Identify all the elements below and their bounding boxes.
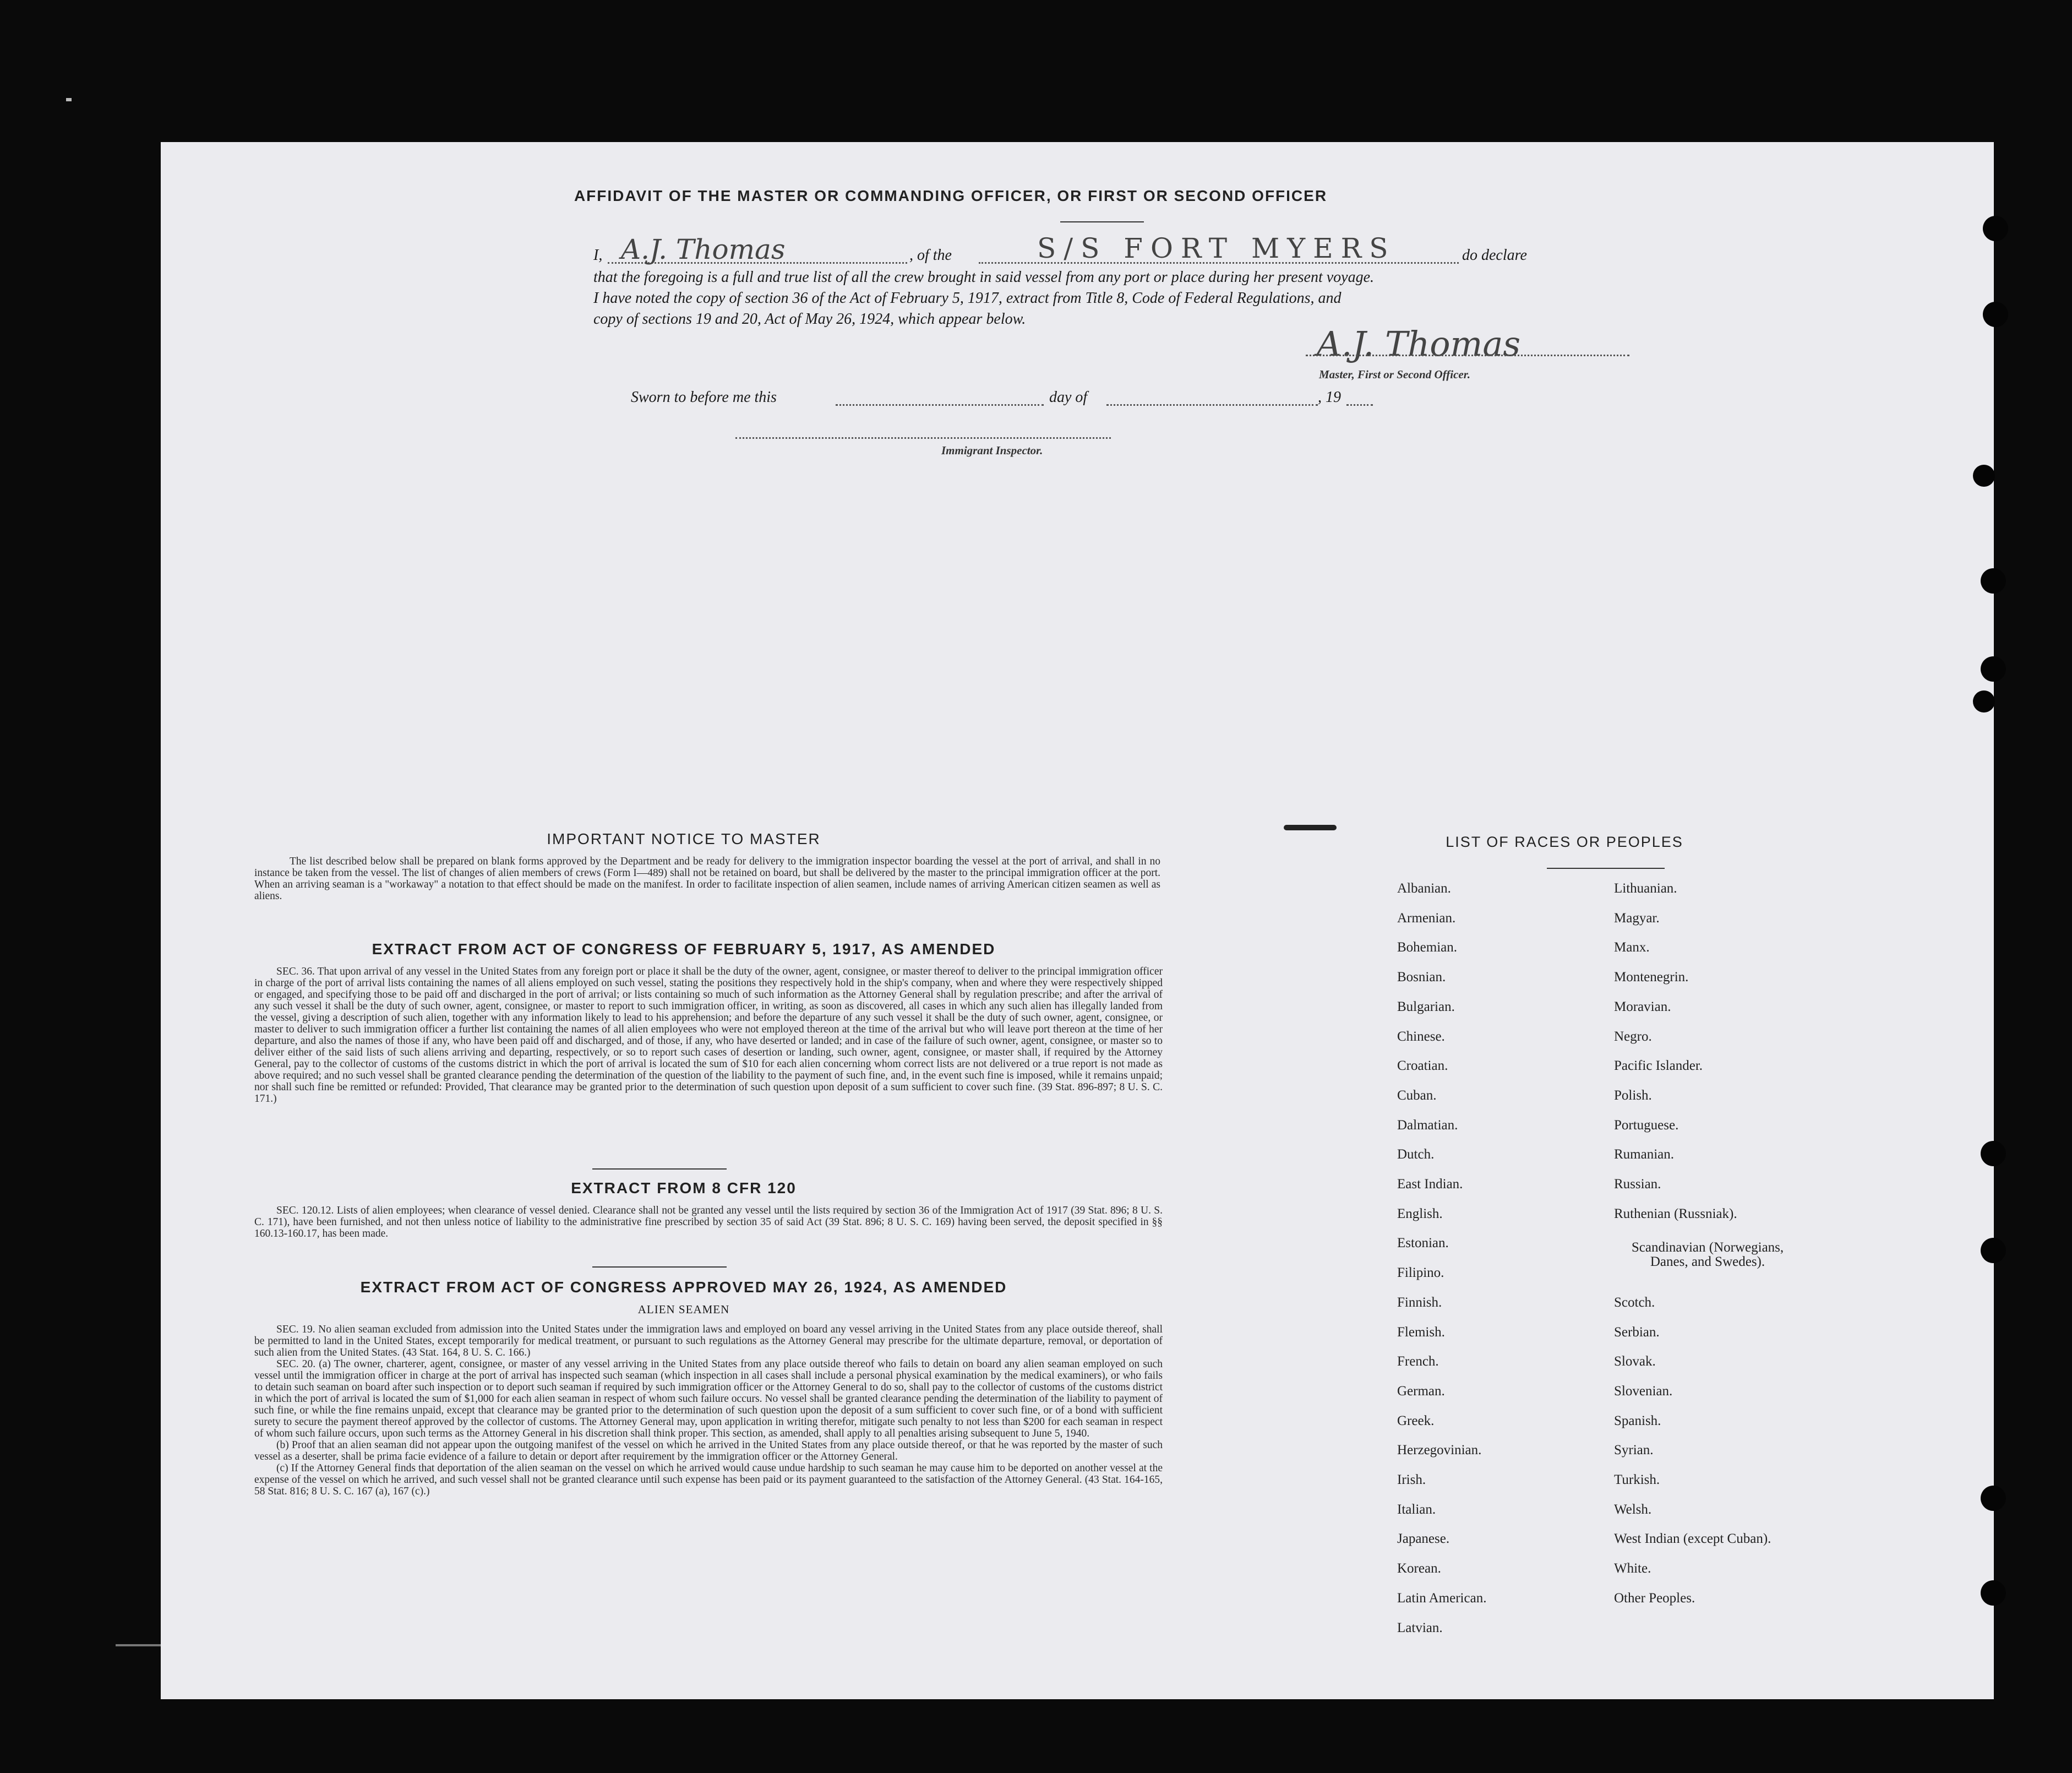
ink-smudge bbox=[1284, 825, 1337, 830]
race-item: Magyar. bbox=[1614, 910, 1660, 926]
race-item: White. bbox=[1614, 1561, 1651, 1576]
race-item: Portuguese. bbox=[1614, 1117, 1679, 1133]
race-item: Polish. bbox=[1614, 1087, 1652, 1103]
race-item: German. bbox=[1397, 1383, 1445, 1399]
race-item: English. bbox=[1397, 1206, 1443, 1221]
affidavit-of-the: , of the bbox=[909, 247, 952, 264]
race-item: West Indian (except Cuban). bbox=[1614, 1531, 1771, 1547]
affidavit-line3: I have noted the copy of section 36 of the Act of February 5, 1917, extract from Title 8, Code of Federal Regulations, and bbox=[593, 290, 1342, 307]
race-item: Rumanian. bbox=[1614, 1147, 1675, 1162]
race-item: Korean. bbox=[1397, 1561, 1441, 1576]
divider bbox=[592, 1266, 727, 1268]
race-item: Japanese. bbox=[1397, 1531, 1450, 1547]
race-item: Syrian. bbox=[1614, 1443, 1654, 1458]
race-item: Greek. bbox=[1397, 1413, 1435, 1428]
race-item: Lithuanian. bbox=[1614, 881, 1677, 896]
affidavit-line2: that the foregoing is a full and true list of all the crew brought in said vessel from any port or place during her present voyage. bbox=[593, 269, 1375, 286]
affidavit-line1 bbox=[593, 232, 1601, 267]
punch-hole bbox=[1983, 216, 2008, 241]
races-column-2 bbox=[1614, 881, 1867, 1663]
race-item: Bohemian. bbox=[1397, 940, 1458, 955]
punch-hole bbox=[1981, 1486, 2006, 1511]
race-item: Cuban. bbox=[1397, 1087, 1437, 1103]
extract-1924-body bbox=[254, 1324, 1163, 1497]
race-item: Bulgarian. bbox=[1397, 999, 1455, 1014]
race-item: Flemish. bbox=[1397, 1324, 1445, 1340]
punch-hole bbox=[1981, 1141, 2006, 1166]
sec-20a-text: SEC. 20. (a) The owner, charterer, agent, consignee, or master of any vessel arriving in the United States from any place outside thereof who fails to detain on board any alien seaman employed on such vessel until the immigration officer in charge at the port of arrival has inspected such seaman (which inspection in all cases shall include a personal physical examination by the medical examiners), or who fails to detain such seaman on board after such inspection or to deport such seaman if required by such immigration officer or the Attorney General to do so, shall pay to the collector of customs of the customs district in which the port of arrival is located the sum of $1,000 for each alien seaman in respect of whom such failure occurs. No vessel shall be granted clearance pending the determination of the liability to payment of such fine, or while the fine remains unpaid, except that clearance may be granted prior to the determination of such question upon the deposit of a sum sufficient to cover such fine, or of a bond with sufficient surety to secure the payment thereof approved by the collector of customs. The Attorney General may, upon application in writing therefor, mitigate such penalty to not less than $200 for each seaman in respect of whom such failure occurs, upon such terms as the Attorney General in his discretion shall think proper. This section, as amended, shall apply to all penalties arising subsequent to June 5, 1940. bbox=[254, 1358, 1163, 1439]
race-item: Italian. bbox=[1397, 1502, 1436, 1517]
races-column-1 bbox=[1397, 881, 1595, 1663]
race-item: Serbian. bbox=[1614, 1324, 1660, 1340]
race-item: Montenegrin. bbox=[1614, 970, 1689, 985]
affidavit-do-declare: do declare bbox=[1462, 247, 1527, 264]
race-item: Negro. bbox=[1614, 1029, 1652, 1044]
affidavit-line4: copy of sections 19 and 20, Act of May 26, 1924, which appear below. bbox=[593, 311, 1026, 328]
race-item: Dalmatian. bbox=[1397, 1117, 1458, 1133]
race-item: Russian. bbox=[1614, 1177, 1661, 1192]
race-item: Albanian. bbox=[1397, 881, 1451, 896]
race-item: Chinese. bbox=[1397, 1029, 1445, 1044]
vessel-handwritten: S/S FORT MYERS bbox=[1037, 232, 1396, 264]
sworn-year: , 19 bbox=[1318, 389, 1341, 406]
race-item: Irish. bbox=[1397, 1472, 1426, 1487]
affidavit-title: AFFIDAVIT OF THE MASTER OR COMMANDING OFFICER, OR FIRST OR SECOND OFFICER bbox=[574, 187, 1328, 204]
race-item: Other Peoples. bbox=[1614, 1590, 1695, 1606]
race-item: Manx. bbox=[1614, 940, 1650, 955]
race-item: Finnish. bbox=[1397, 1295, 1442, 1310]
race-item: Bosnian. bbox=[1397, 970, 1446, 985]
race-item: Dutch. bbox=[1397, 1147, 1435, 1162]
extract-1917-text: SEC. 36. That upon arrival of any vessel in the United States from any foreign port or place it shall be the duty of the owner, agent, consignee, or master thereof to deliver to the principal immigration officer in charge of the port of arrival lists containing the names of all aliens employed on such vessel, stating the positions they respectively hold in the ship's company, when and where they were respectively shipped or engaged, and specifying those to be paid off and discharged in the port of arrival; or lists containing so much of such information as the Attorney General shall by regulation prescribe; and after the arrival of any such vessel it shall be the duty of such owner, agent, consignee, or master to report to such immigration officer, in writing, as soon as discovered, all cases in which any such alien has illegally landed from the vessel, giving a description of such alien, together with any information likely to lead to his apprehension; and before the departure of any such vessel it shall be the duty of such owner, agent, consignee, or master to deliver to such immigration officer a further list containing the names of all alien employees who were not employed thereon at the time of the arrival but who will leave port thereon at the time of her departure, and also the names of those if any, who have been paid off and discharged, and of those, if any, who have deserted or landed; and in case of the failure of such owner, agent, consignee, or master so to deliver either of the said lists of such aliens arriving and departing, respectively, or so to report such cases of desertion or landing, such owner, agent, consignee, or master shall, if required by the Attorney General, pay to the collector of customs of the customs district in which the port of arrival is located the sum of $10 for each alien concerning whom correct lists are not delivered or a true report is not made as above required; and no such vessel shall be granted clearance pending the determination of the question of the liability to the payment of such fine, and, in the event such fine is imposed, while it remains unpaid; nor shall such fine be remitted or refunded: Provided, That clearance may be granted prior to the determination of such question upon deposit of a sum sufficient to cover such fine. (39 Stat. 896-897; 8 U. S. C. 171.) bbox=[254, 966, 1163, 1105]
race-item: French. bbox=[1397, 1354, 1439, 1369]
extract-cfr-title: EXTRACT FROM 8 CFR 120 bbox=[571, 1179, 797, 1196]
race-item: Scandinavian (Norwegians, Danes, and Swedes). bbox=[1631, 1239, 1784, 1269]
inspector-signature-line bbox=[735, 436, 1111, 439]
race-item: Pacific Islander. bbox=[1614, 1058, 1703, 1074]
sworn-year-field bbox=[1346, 389, 1373, 406]
race-item: Welsh. bbox=[1614, 1502, 1652, 1517]
punch-hole bbox=[1981, 1580, 2006, 1606]
race-item: Turkish. bbox=[1614, 1472, 1660, 1487]
sec-20b-text: (b) Proof that an alien seaman did not appear upon the outgoing manifest of the vessel on which he arrived in the United States from any place outside thereof, or that he was reported by the master of such vessel as a deserter, shall be prima facie evidence of a failure to detain or deport after requirement by the immigration officer or the Attorney General. bbox=[254, 1439, 1163, 1462]
race-item: Ruthenian (Russniak). bbox=[1614, 1206, 1737, 1221]
master-signature: A.J. Thomas bbox=[1317, 324, 1521, 364]
document-page bbox=[161, 142, 1994, 1699]
signature-line bbox=[1306, 353, 1629, 356]
race-item: Slovak. bbox=[1614, 1354, 1656, 1369]
punch-hole bbox=[1973, 690, 1995, 713]
race-item: Filipino. bbox=[1397, 1265, 1444, 1281]
punch-hole bbox=[1981, 1238, 2006, 1263]
race-item: East Indian. bbox=[1397, 1177, 1463, 1192]
sworn-prefix: Sworn to before me this bbox=[631, 389, 777, 406]
race-item: Spanish. bbox=[1614, 1413, 1661, 1428]
punch-hole bbox=[1981, 568, 2006, 594]
sec-20c-text: (c) If the Attorney General finds that deportation of the alien seaman on the vessel on which he arrived would cause undue hardship to such seaman he may cause him to be deported on another vessel at the expense of the vessel on which he arrived, and such vessel shall not be granted clearance until such expense has been paid or its payment guaranteed to the satisfaction of the Attorney General. (43 Stat. 164-165, 58 Stat. 816; 8 U. S. C. 167 (a), 167 (c).) bbox=[254, 1462, 1163, 1497]
notice-text: The list described below shall be prepared on blank forms approved by the Department and be ready for delivery to the immigration inspector boarding the vessel at the port of arrival, and shall in no instance be taken from the vessel. The list of changes of alien members of crews (Form I—489) shall not be retained on board, but shall be delivered by the master to the principal immigration officer at the port. When an arriving seaman is a "workaway" a notation to that effect should be made on the manifest. In order to facilitate inspection of alien seamen, include names of arriving American citizen seamen as well as aliens. bbox=[254, 856, 1160, 902]
race-item: Armenian. bbox=[1397, 910, 1456, 926]
notice-title: IMPORTANT NOTICE TO MASTER bbox=[547, 830, 821, 847]
sworn-line bbox=[631, 389, 1512, 411]
sworn-day-field bbox=[836, 389, 1044, 406]
affidavit-prefix: I, bbox=[593, 247, 603, 264]
divider bbox=[1547, 868, 1665, 869]
sworn-month-field bbox=[1106, 389, 1318, 406]
sworn-day-of: day of bbox=[1049, 389, 1088, 406]
extract-cfr-text: SEC. 120.12. Lists of alien employees; when clearance of vessel denied. Clearance shall not be granted any vessel until the lists required by section 36 of the Immigration Act of 1917 (39 Stat. 896; 8 U. S. C. 171), have been furnished, and not then unless notice of liability to the administrative fine prescribed by section 35 of said Act (39 Stat. 896; 8 U. S. C. 169) having been served, the deposit specified in §§ 160.13-160.17, has been made. bbox=[254, 1205, 1163, 1239]
divider bbox=[592, 1168, 727, 1170]
alien-seamen-subtitle: ALIEN SEAMEN bbox=[637, 1303, 730, 1316]
extract-1924-title: EXTRACT FROM ACT OF CONGRESS APPROVED MAY 26, 1924, AS AMENDED bbox=[360, 1279, 1007, 1296]
race-item: Latin American. bbox=[1397, 1590, 1487, 1606]
race-item: Slovenian. bbox=[1614, 1383, 1673, 1399]
signer-handwritten: A.J. Thomas bbox=[621, 233, 786, 265]
punch-hole bbox=[1973, 465, 1995, 487]
race-item: Estonian. bbox=[1397, 1236, 1449, 1251]
extract-1917-title: EXTRACT FROM ACT OF CONGRESS OF FEBRUARY 5, 1917, AS AMENDED bbox=[372, 940, 996, 958]
divider bbox=[1060, 221, 1144, 222]
race-item: Scotch. bbox=[1614, 1295, 1655, 1310]
inspector-caption: Immigrant Inspector. bbox=[941, 444, 1043, 457]
race-item: Moravian. bbox=[1614, 999, 1671, 1014]
race-item: Latvian. bbox=[1397, 1620, 1443, 1635]
punch-hole bbox=[1983, 302, 2008, 327]
sec-19-text: SEC. 19. No alien seaman excluded from admission into the United States under the immigration laws and employed on board any vessel arriving in the United States from any place outside thereof, shall be permitted to land in the United States, except temporarily for medical treatment, or pursuant to such regulations as the Attorney General may prescribe for the ultimate departure, removal, or deportation of such alien from the United States. (43 Stat. 164, 8 U. S. C. 166.) bbox=[254, 1324, 1163, 1358]
punch-hole bbox=[1981, 656, 2006, 682]
race-item: Croatian. bbox=[1397, 1058, 1448, 1074]
signature-caption: Master, First or Second Officer. bbox=[1319, 368, 1470, 381]
races-title: LIST OF RACES OR PEOPLES bbox=[1446, 834, 1683, 850]
scan-mark-top-left bbox=[66, 98, 72, 101]
race-item: Herzegovinian. bbox=[1397, 1443, 1482, 1458]
